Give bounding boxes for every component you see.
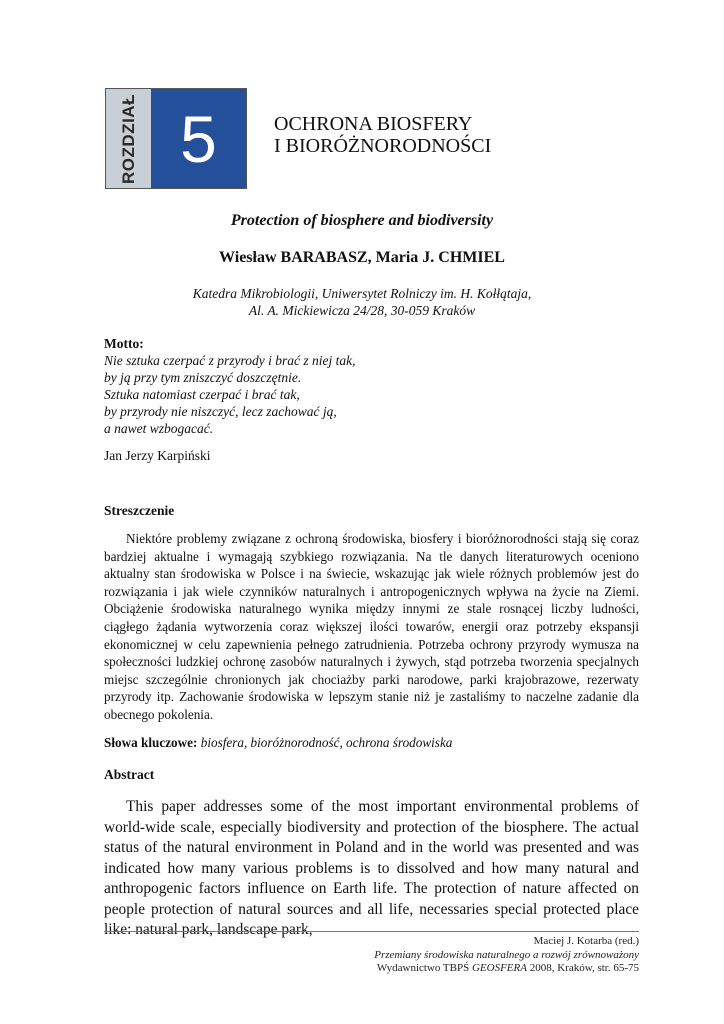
streszczenie-body: Niektóre problemy związane z ochroną środowiska, biosfery i bioróżnorodności stają się coraz bardziej aktualne i wymagają szybkiego rozwiązania. Na tle danych literaturowych oceniono aktualny stan środowiska w Polsce i na świecie, wskazując jak wiele różnych problemów jest do rozwiązania i jak wiele czynników naturalnych i antropogenicznych wpływa na życie na Ziemi. Obciążenie środowiska naturalnego wynika między innymi ze stale rosnącej liczby ludności, ciągłego żądania wytworzenia coraz większej ilości towarów, energii oraz potrzeby ekspansji ekonomicznej w celu zapewnienia pełnego zatrudnienia. Potrzeba ochrony przyrody wymusza na społeczności ludzkiej ochronę zasobów naturalnych i żywych, stąd potrzeba tworzenia specjalnych miejsc szczególnie chronionych jak chociażby parki narodowe, parki krajobrazowe, rezerwaty przyrody itp. Zachowanie środowiska w lepszym stanie niż je zastaliśmy to naczelne zadanie dla obecnego pokolenia. (104, 531, 639, 722)
motto-label: Motto: (104, 336, 144, 351)
motto-line: by ją przy tym zniszczyć doszczętnie. (104, 370, 302, 385)
motto-line: Nie sztuka czerpać z przyrody i brać z niej tak, (104, 353, 356, 368)
abstract-body: This paper addresses some of the most important environmental problems of world-wide scale, especially biodiversity and protection of the biosphere. The actual status of the natural environment in Poland and in the world was presented and was indicated how many various problems is to dissolved and how many natural and anthropogenic factors influence on Earth life. The protection of nature affected on people protection of natural sources and all life, necessaries special protected place like: natural park, landscape park, (104, 798, 639, 938)
affiliation (0, 285, 724, 319)
chapter-title (274, 113, 491, 157)
footer-editor: Maciej J. Kotarba (red.) (533, 935, 639, 947)
keywords (104, 735, 452, 751)
footer-publisher-prefix: Wydawnictwo TBPŚ (376, 962, 472, 974)
footer-publisher-suffix: 2008, Kraków, str. 65-75 (526, 962, 639, 974)
motto-line: a nawet wzbogacać. (104, 421, 214, 436)
chapter-badge (105, 88, 247, 189)
affiliation-line-2: Al. A. Mickiewicza 24/28, 30-059 Kraków (248, 303, 476, 318)
footer-divider (104, 931, 639, 932)
keywords-label: Słowa kluczowe: (104, 735, 198, 750)
chapter-label-panel (106, 89, 151, 188)
motto-author: Jan Jerzy Karpiński (104, 448, 211, 463)
motto-line: by przyrody nie niszczyć, lecz zachować ją, (104, 404, 337, 419)
affiliation-line-1: Katedra Mikrobiologii, Uniwersytet Rolniczy im. H. Kołłątaja, (192, 286, 532, 301)
authors: Wiesław BARABASZ, Maria J. CHMIEL (219, 249, 505, 266)
motto-line: Sztuka natomiast czerpać i brać tak, (104, 387, 300, 402)
english-title: Protection of biosphere and biodiversity (230, 212, 494, 229)
footer-publisher-name: GEOSFERA (471, 962, 527, 974)
footer-publisher (374, 962, 639, 976)
chapter-title-line-1: OCHRONA BIOSFERY (274, 113, 473, 135)
abstract-heading: Abstract (104, 767, 155, 782)
streszczenie-heading: Streszczenie (104, 503, 175, 518)
footer-book-title: Przemiany środowiska naturalnego a rozwój zrównoważony (374, 948, 639, 961)
chapter-title-line-2: I BIORÓŻNORODNOŚCI (274, 135, 492, 157)
chapter-label: ROZDZIAŁ (118, 93, 138, 184)
motto (104, 335, 355, 464)
chapter-number-panel (151, 89, 246, 188)
chapter-number: 5 (180, 101, 217, 176)
keywords-values: biosfera, bioróżnorodność, ochrona środowiska (200, 735, 453, 750)
footer (374, 935, 639, 976)
